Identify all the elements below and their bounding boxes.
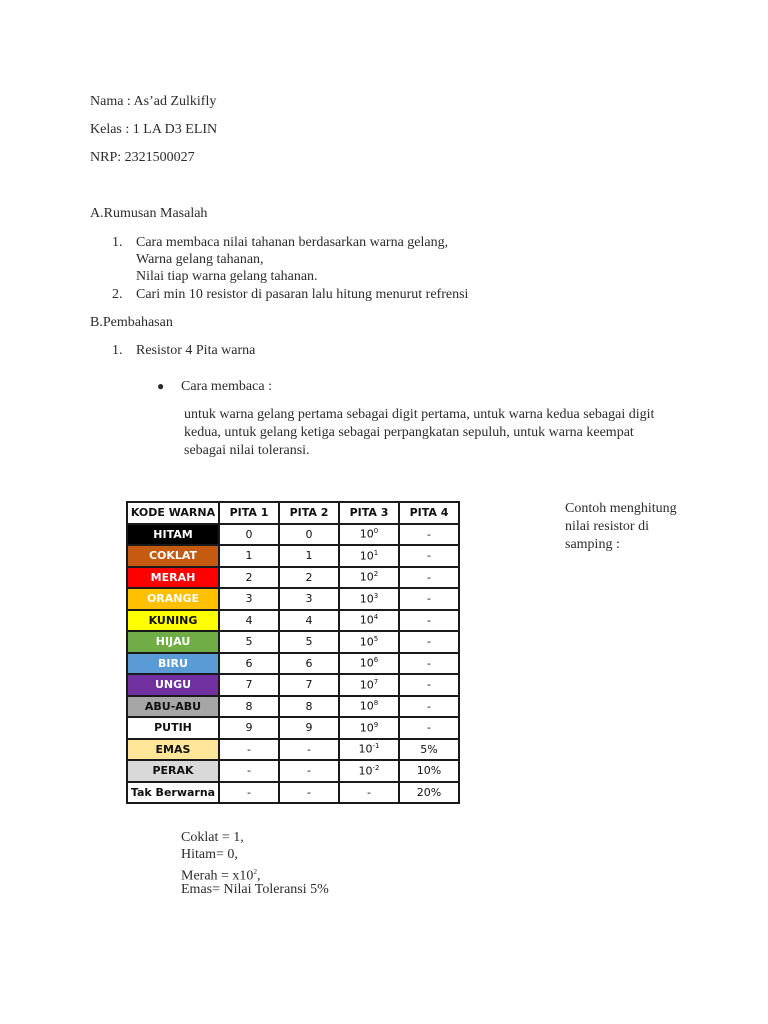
pita-1-cell: - — [219, 760, 279, 782]
color-name-cell — [127, 631, 219, 653]
pita-3-cell — [339, 588, 399, 610]
pita-2-cell: 9 — [279, 717, 339, 739]
color-swatch-label: MERAH — [128, 569, 218, 586]
pita-3-exponent: 5 — [373, 634, 379, 643]
color-name-cell — [127, 588, 219, 610]
bullet-text: Cara membaca : — [181, 379, 272, 394]
pita-1-cell: - — [219, 739, 279, 761]
pita-3-exponent: 1 — [373, 548, 379, 557]
pita-3-base: 10 — [359, 614, 374, 628]
student-nrp: NRP: 2321500027 — [90, 150, 195, 165]
pita-3-cell — [339, 567, 399, 589]
section-b-item-number: 1. — [112, 343, 123, 358]
color-swatch-label: PUTIH — [128, 719, 218, 736]
pita-4-cell: 5% — [399, 739, 459, 761]
pita-4-cell: - — [399, 610, 459, 632]
example-merah-exponent: 2 — [253, 868, 257, 876]
pita-3-base: 10 — [358, 764, 373, 778]
color-swatch-label: KUNING — [128, 612, 218, 629]
table-header-row — [127, 502, 459, 524]
side-note-line-2: nilai resistor di — [565, 519, 649, 534]
pita-1-cell: 9 — [219, 717, 279, 739]
pita-4-cell: - — [399, 524, 459, 546]
pita-2-cell: 2 — [279, 567, 339, 589]
pita-4-cell: - — [399, 545, 459, 567]
pita-3-base: 10 — [359, 571, 374, 585]
table-row — [127, 653, 459, 675]
pita-3-exponent: 2 — [373, 570, 379, 579]
example-merah-suffix: , — [256, 868, 261, 884]
color-swatch-label: ORANGE — [128, 590, 218, 607]
pita-3-base: 10 — [359, 700, 374, 714]
pita-4-cell: 10% — [399, 760, 459, 782]
color-swatch-label: EMAS — [128, 741, 218, 758]
pita-2-cell: 7 — [279, 674, 339, 696]
color-swatch-label: Tak Berwarna — [128, 784, 218, 801]
pita-1-cell: 8 — [219, 696, 279, 718]
section-a-item-1-line-3: Nilai tiap warna gelang tahanan. — [136, 269, 318, 284]
example-line-coklat: Coklat = 1, — [181, 830, 244, 845]
header-pita-2: PITA 2 — [279, 502, 339, 524]
pita-1-cell: 2 — [219, 567, 279, 589]
example-merah-text: Merah = x10 — [181, 868, 254, 884]
color-name-cell — [127, 739, 219, 761]
color-name-cell — [127, 567, 219, 589]
pita-2-cell: - — [279, 782, 339, 804]
header-kode-warna: KODE WARNA — [127, 502, 219, 524]
pita-3-base: - — [367, 785, 371, 799]
pita-3-exponent: -1 — [372, 742, 380, 751]
pita-4-cell: - — [399, 696, 459, 718]
pita-3-exponent: 4 — [373, 613, 379, 622]
pita-1-cell: 6 — [219, 653, 279, 675]
paragraph-line-2: kedua, untuk gelang ketiga sebagai perpangkatan sepuluh, untuk warna keempat — [184, 425, 634, 440]
pita-2-cell: 0 — [279, 524, 339, 546]
pita-4-cell: - — [399, 567, 459, 589]
section-b-item-label: Resistor 4 Pita warna — [136, 343, 256, 358]
color-code-table — [126, 501, 460, 804]
color-name-cell — [127, 782, 219, 804]
pita-3-exponent: 9 — [373, 720, 379, 729]
pita-2-cell: - — [279, 739, 339, 761]
pita-3-exponent: 6 — [373, 656, 379, 665]
table-row — [127, 545, 459, 567]
table-row — [127, 610, 459, 632]
header-pita-1: PITA 1 — [219, 502, 279, 524]
section-b-title: B.Pembahasan — [90, 315, 173, 330]
pita-4-cell: - — [399, 588, 459, 610]
student-name: Nama : As’ad Zulkifly — [90, 94, 217, 109]
table-row — [127, 631, 459, 653]
pita-3-base: 10 — [359, 528, 374, 542]
example-line-hitam: Hitam= 0, — [181, 847, 238, 862]
pita-4-cell: - — [399, 653, 459, 675]
pita-2-cell: 8 — [279, 696, 339, 718]
side-note-line-1: Contoh menghitung — [565, 501, 677, 516]
table-row — [127, 739, 459, 761]
pita-3-cell — [339, 653, 399, 675]
color-swatch-label: HITAM — [128, 526, 218, 543]
pita-4-cell: - — [399, 717, 459, 739]
color-swatch-label: PERAK — [128, 762, 218, 779]
color-name-cell — [127, 653, 219, 675]
table-row — [127, 588, 459, 610]
pita-3-cell — [339, 760, 399, 782]
color-name-cell — [127, 696, 219, 718]
color-swatch-label: BIRU — [128, 655, 218, 672]
section-a-title: A.Rumusan Masalah — [90, 206, 208, 221]
student-class: Kelas : 1 LA D3 ELIN — [90, 122, 218, 137]
table-row — [127, 696, 459, 718]
pita-3-cell — [339, 696, 399, 718]
pita-3-cell — [339, 610, 399, 632]
pita-3-cell — [339, 674, 399, 696]
pita-4-cell: - — [399, 631, 459, 653]
color-swatch-label: ABU-ABU — [128, 698, 218, 715]
header-pita-3: PITA 3 — [339, 502, 399, 524]
pita-1-cell: 4 — [219, 610, 279, 632]
pita-1-cell: 0 — [219, 524, 279, 546]
section-a-item-1-line-1: Cara membaca nilai tahanan berdasarkan warna gelang, — [136, 235, 449, 250]
pita-1-cell: 1 — [219, 545, 279, 567]
pita-1-cell: 7 — [219, 674, 279, 696]
pita-4-cell: - — [399, 674, 459, 696]
color-name-cell — [127, 545, 219, 567]
table-row — [127, 524, 459, 546]
table-row — [127, 760, 459, 782]
pita-3-base: 10 — [359, 657, 374, 671]
pita-3-exponent: 0 — [373, 527, 379, 536]
color-name-cell — [127, 610, 219, 632]
pita-2-cell: - — [279, 760, 339, 782]
color-name-cell — [127, 524, 219, 546]
pita-2-cell: 4 — [279, 610, 339, 632]
example-line-emas: Emas= Nilai Toleransi 5% — [181, 882, 329, 897]
color-name-cell — [127, 717, 219, 739]
color-name-cell — [127, 760, 219, 782]
side-note-line-3: samping : — [565, 537, 620, 552]
pita-3-base: 10 — [359, 635, 374, 649]
pita-3-cell — [339, 524, 399, 546]
table-row — [127, 782, 459, 804]
pita-3-base: 10 — [359, 592, 374, 606]
bullet-icon: ● — [157, 379, 165, 393]
pita-3-base: 10 — [359, 721, 374, 735]
color-name-cell — [127, 674, 219, 696]
pita-2-cell: 5 — [279, 631, 339, 653]
pita-3-exponent: 3 — [373, 591, 379, 600]
table-row — [127, 717, 459, 739]
table-row — [127, 567, 459, 589]
section-a-item-1-line-2: Warna gelang tahanan, — [136, 252, 264, 267]
section-a-item-1-number: 1. — [112, 235, 123, 250]
pita-1-cell: 5 — [219, 631, 279, 653]
pita-3-base: 10 — [359, 678, 374, 692]
paragraph-line-1: untuk warna gelang pertama sebagai digit pertama, untuk warna kedua sebagai digit — [184, 407, 655, 422]
section-a-item-2-number: 2. — [112, 287, 123, 302]
color-swatch-label: HIJAU — [128, 633, 218, 650]
pita-3-cell — [339, 631, 399, 653]
pita-3-cell — [339, 545, 399, 567]
section-a-item-2-line-1: Cari min 10 resistor di pasaran lalu hitung menurut refrensi — [136, 287, 469, 302]
pita-3-cell — [339, 739, 399, 761]
pita-2-cell: 6 — [279, 653, 339, 675]
pita-3-base: 10 — [359, 549, 374, 563]
pita-3-cell — [339, 717, 399, 739]
pita-3-exponent: -2 — [372, 763, 380, 772]
pita-1-cell: 3 — [219, 588, 279, 610]
pita-3-cell — [339, 782, 399, 804]
color-swatch-label: COKLAT — [128, 547, 218, 564]
pita-4-cell: 20% — [399, 782, 459, 804]
pita-3-exponent: 8 — [373, 699, 379, 708]
pita-3-exponent: 7 — [373, 677, 379, 686]
paragraph-line-3: sebagai nilai toleransi. — [184, 443, 310, 458]
color-swatch-label: UNGU — [128, 676, 218, 693]
pita-1-cell: - — [219, 782, 279, 804]
pita-2-cell: 1 — [279, 545, 339, 567]
table-row — [127, 674, 459, 696]
pita-3-base: 10 — [358, 743, 373, 757]
pita-2-cell: 3 — [279, 588, 339, 610]
header-pita-4: PITA 4 — [399, 502, 459, 524]
